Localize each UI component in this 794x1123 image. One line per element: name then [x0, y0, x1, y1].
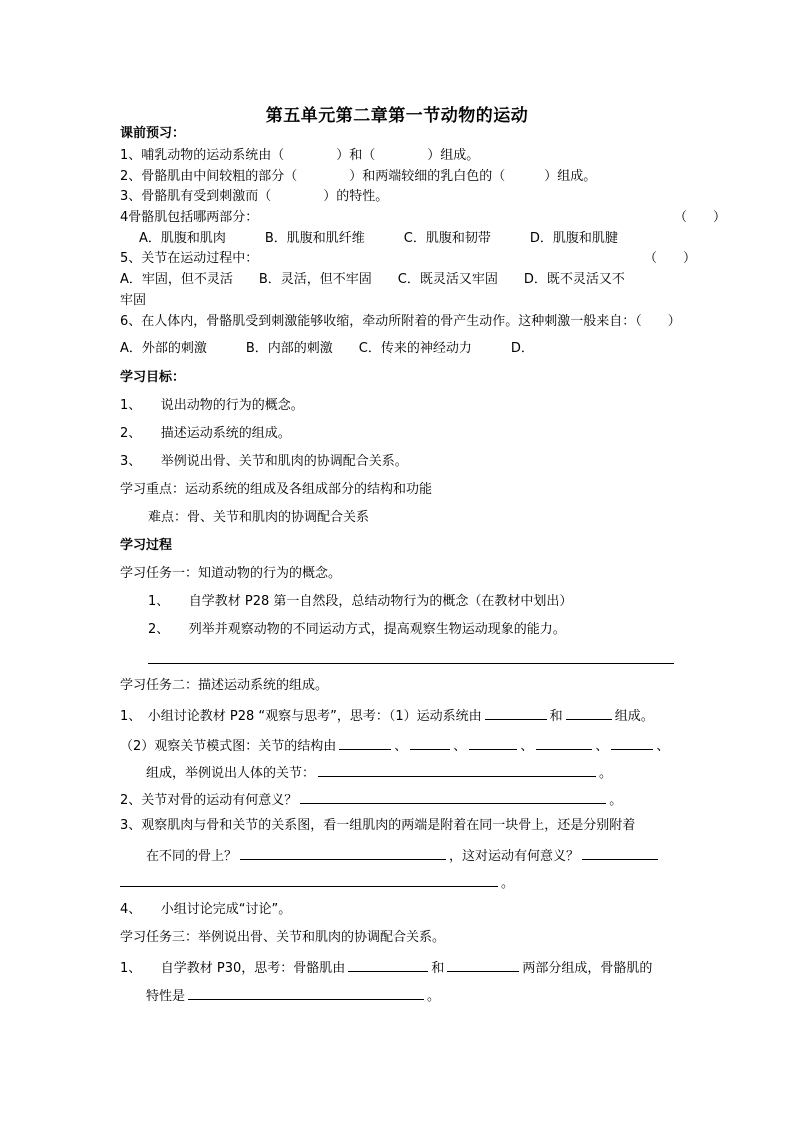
preview-heading: 课前预习：: [120, 126, 186, 141]
task3-item1-text: 1、 自学教材 P30，思考：骨骼肌由: [120, 961, 346, 976]
preview-q2: 2、骨骼肌由中间较粗的部分（ ）和两端较细的乳白色的（ ）组成。: [120, 169, 597, 184]
preview-q5-options-cont: 牢固: [120, 293, 147, 308]
task2-item2-text: （2）观察关节模式图：关节的结构由: [120, 739, 337, 754]
period: 。: [609, 793, 623, 808]
task2-item4b-question: ，这对运动有何意义？: [449, 849, 580, 864]
answer-line[interactable]: [148, 663, 674, 664]
task3-title: 学习任务三：举例说出骨、关节和肌肉的协调配合关系。: [120, 930, 446, 945]
task3-item1: [120, 957, 652, 978]
fill-blank[interactable]: [566, 705, 612, 720]
period: 。: [501, 876, 515, 891]
fill-blank[interactable]: [485, 705, 547, 720]
preview-q1: 1、哺乳动物的运动系统由（ ）和（ ）组成。: [120, 148, 480, 163]
task2-item2: [120, 735, 669, 756]
separator: 、: [595, 739, 609, 754]
preview-q4: 4骨骼肌包括哪两部分：: [120, 210, 259, 225]
task2-item3: [120, 789, 622, 810]
task2-item4b: [146, 845, 661, 866]
task1-title: 学习任务一：知道动物的行为的概念。: [120, 566, 342, 581]
preview-q6: 6、在人体内，骨骼肌受到刺激能够收缩，牵动所附着的骨产生动作。这种刺激一般来自：（ ）: [120, 314, 681, 329]
separator: 、: [394, 739, 408, 754]
fill-blank[interactable]: [240, 845, 446, 860]
task1-item: 1、 自学教材 P28 第一自然段，总结动物行为的概念（在教材中划出）: [148, 594, 573, 609]
fill-blank[interactable]: [469, 735, 517, 750]
preview-q5-options: A．牢固，但不灵活 B．灵活，但不牢固 C．既灵活又牢固 D．既不灵活又不: [120, 272, 625, 287]
task3-item1-end: 两部分组成，骨骼肌的: [522, 961, 653, 976]
fill-blank[interactable]: [582, 845, 658, 860]
task2-item1-end: 组成。: [614, 709, 654, 724]
fill-blank[interactable]: [536, 735, 592, 750]
task2-item5: 4、 小组讨论完成“讨论”。: [120, 902, 292, 917]
task3-item1b-text: 特性是: [146, 989, 186, 1004]
fill-blank[interactable]: [318, 762, 596, 777]
fill-blank[interactable]: [300, 789, 606, 804]
task2-item4b-text: 在不同的骨上？: [146, 849, 238, 864]
fill-blank[interactable]: [611, 735, 653, 750]
objective-item: 2、 描述运动系统的组成。: [120, 426, 291, 441]
preview-q4-answer-paren: （ ）: [674, 210, 727, 225]
key-points: 学习重点：运动系统的组成及各组成部分的结构和功能: [120, 482, 433, 497]
task2-item1: [120, 705, 654, 726]
fill-blank[interactable]: [188, 985, 424, 1000]
task3-item1b: [146, 985, 440, 1006]
preview-q6-options: A．外部的刺激 B．内部的刺激 C．传来的神经动力 D．: [120, 341, 534, 356]
page-title: 第五单元第二章第一节动物的运动: [265, 106, 529, 126]
task3-item1-and: 和: [431, 961, 445, 976]
task2-title: 学习任务二：描述运动系统的组成。: [120, 678, 329, 693]
objectives-heading: 学习目标：: [120, 370, 186, 385]
fill-blank[interactable]: [348, 957, 428, 972]
separator: 、: [520, 739, 534, 754]
preview-q4-options: A．肌腹和肌肉 B．肌腹和肌纤维 C．肌腹和韧带 D．肌腹和肌腱: [139, 231, 618, 246]
task2-item4c: [120, 872, 514, 893]
fill-blank[interactable]: [410, 735, 450, 750]
process-heading: 学习过程: [120, 538, 173, 553]
preview-q3: 3、骨骼肌有受到刺激而（ ）的特性。: [120, 189, 389, 204]
fill-blank[interactable]: [339, 735, 391, 750]
preview-q5: 5、关节在运动过程中：: [120, 251, 259, 266]
task2-item1-and: 和: [549, 709, 563, 724]
difficult-points: 难点：骨、关节和肌肉的协调配合关系: [148, 510, 370, 525]
period: 。: [599, 766, 613, 781]
task2-item3-text: 2、关节对骨的运动有何意义？: [120, 793, 298, 808]
task2-item4: 3、观察肌肉与骨和关节的关系图，看一组肌肉的两端是附着在同一块骨上，还是分别附着: [120, 818, 636, 833]
task2-item2b: [146, 762, 612, 783]
preview-q5-answer-paren: （ ）: [644, 251, 697, 266]
objective-item: 3、 举例说出骨、关节和肌肉的协调配合关系。: [120, 454, 408, 469]
fill-blank[interactable]: [447, 957, 519, 972]
separator: 、: [453, 739, 467, 754]
separator: 、: [656, 739, 670, 754]
task2-item1-text: 1、 小组讨论教材 P28 “观察与思考”，思考：（1）运动系统由: [120, 709, 482, 724]
task2-item2b-text: 组成，举例说出人体的关节：: [146, 766, 316, 781]
task1-item: 2、 列举并观察动物的不同运动方式，提高观察生物运动现象的能力。: [148, 622, 566, 637]
objective-item: 1、 说出动物的行为的概念。: [120, 398, 304, 413]
period: 。: [427, 989, 441, 1004]
fill-blank[interactable]: [120, 872, 498, 887]
